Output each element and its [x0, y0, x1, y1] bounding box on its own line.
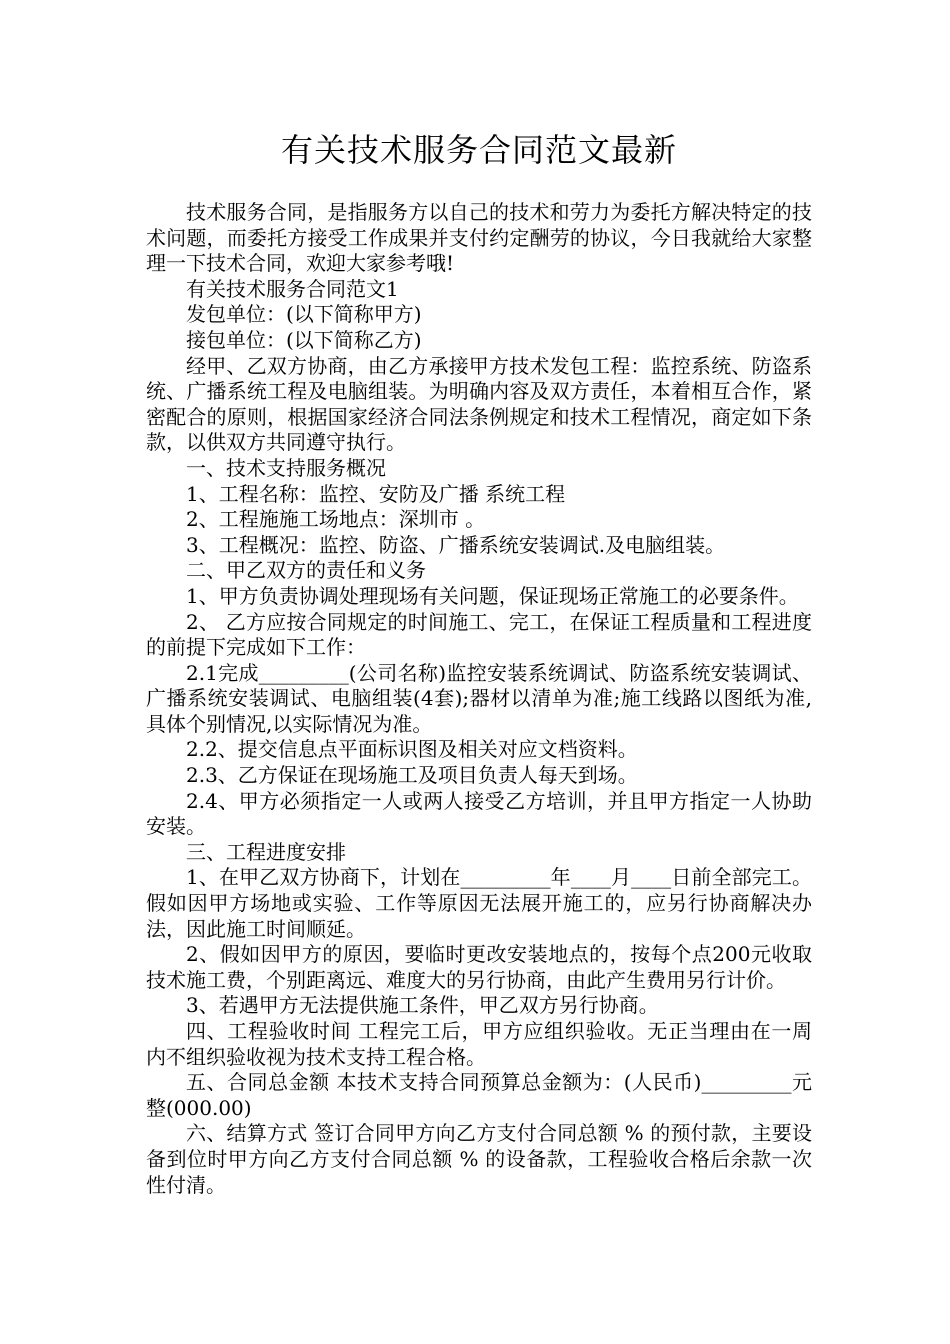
paragraph: 2.1完成_________(公司名称)监控安装系统调试、防盗系统安装调试、广播系统安装调试、电脑组装(4套);器材以清单为准;施工线路以图纸为准,具体个别情况,以实际情况为准。 — [146, 660, 812, 736]
paragraph: 2、假如因甲方的原因，要临时更改安装地点的，按每个点200元收取技术施工费，个别距离远、难度大的另行协商，由此产生费用另行计价。 — [146, 942, 812, 992]
paragraph: 经甲、乙双方协商，由乙方承接甲方技术发包工程：监控系统、防盗系统、广播系统工程及电脑组装。为明确内容及双方责任，本着相互合作，紧密配合的原则，根据国家经济合同法条例规定和技术工程情况，商定如下条款，以供双方共同遵守执行。 — [146, 353, 812, 455]
section-heading: 二、甲乙双方的责任和义务 — [186, 558, 426, 583]
section-heading: 一、技术支持服务概况 — [186, 455, 386, 480]
paragraph: 技术服务合同，是指服务方以自己的技术和劳力为委托方解决特定的技术问题，而委托方接受工作成果并支付约定酬劳的协议，今日我就给大家整理一下技术合同，欢迎大家参考哦! — [146, 200, 812, 276]
paragraph: 有关技术服务合同范文1 — [186, 276, 399, 301]
paragraph: 2.4、甲方必须指定一人或两人接受乙方培训，并且甲方指定一人协助安装。 — [146, 788, 812, 839]
paragraph: 2.3、乙方保证在现场施工及项目负责人每天到场。 — [186, 763, 638, 788]
paragraph: 1、甲方负责协调处理现场有关问题，保证现场正常施工的必要条件。 — [186, 583, 799, 608]
paragraph: 1、工程名称：监控、安防及广播 系统工程 — [186, 481, 566, 506]
paragraph: 2.2、提交信息点平面标识图及相关对应文档资料。 — [186, 737, 638, 762]
document-title: 有关技术服务合同范文最新 — [280, 131, 677, 169]
paragraph: 六、结算方式 签订合同甲方向乙方支付合同总额 % 的预付款，主要设备到位时甲方向乙方支付合同总额 % 的设备款，工程验收合格后余款一次性付清。 — [146, 1121, 812, 1197]
paragraph: 发包单位：(以下简称甲方) — [186, 302, 422, 327]
paragraph: 五、合同总金额 本技术支持合同预算总金额为：(人民币)_________元整(000.00) — [146, 1070, 812, 1120]
paragraph: 3、工程概况：监控、防盗、广播系统安装调试.及电脑组装。 — [186, 532, 726, 557]
paragraph: 四、工程验收时间 工程完工后，甲方应组织验收。无正当理由在一周内不组织验收视为技术支持工程合格。 — [146, 1019, 812, 1069]
paragraph: 3、若遇甲方无法提供施工条件，甲乙双方另行协商。 — [186, 993, 659, 1018]
paragraph: 接包单位：(以下简称乙方) — [186, 327, 422, 352]
document-body — [146, 200, 812, 1198]
section-heading: 三、工程进度安排 — [186, 839, 346, 864]
paragraph: 2、工程施施工场地点：深圳市 。 — [186, 507, 486, 532]
paragraph: 2、 乙方应按合同规定的时间施工、完工，在保证工程质量和工程进度的前提下完成如下工作： — [146, 609, 812, 660]
paragraph: 1、在甲乙双方协商下，计划在_________年____月____日前全部完工。假如因甲方场地或实验、工作等原因无法展开施工的，应另行协商解决办法，因此施工时间顺延。 — [146, 865, 812, 941]
